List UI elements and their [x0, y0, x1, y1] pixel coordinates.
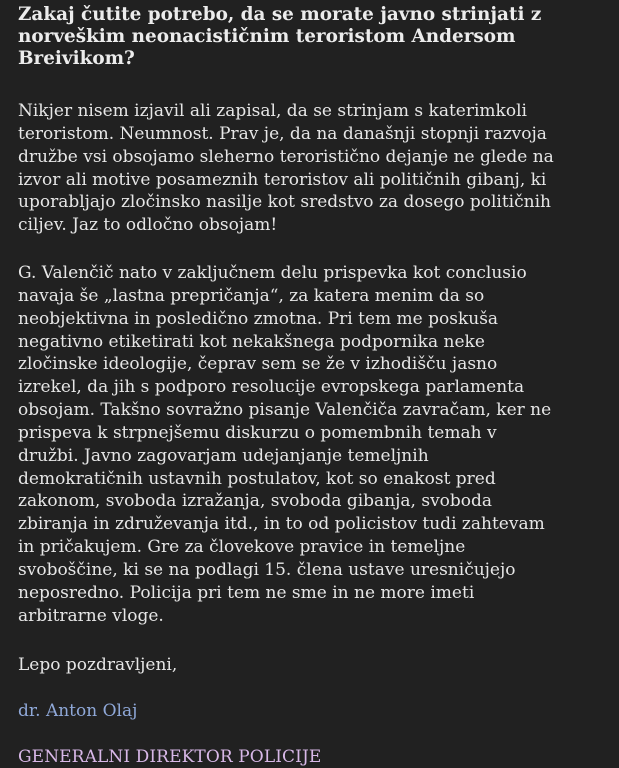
paragraph-line: negativno etiketirati kot nekakšnega podpornika neke	[18, 331, 485, 352]
paragraph-line: izvor ali motive posameznih teroristov ali političnih gibanj, ki	[18, 169, 547, 190]
closing-greeting: Lepo pozdravljeni,	[18, 655, 178, 675]
answer-paragraph-1	[18, 100, 554, 237]
heading-line: Breivikom?	[18, 48, 135, 69]
paragraph-line: arbitrarne vloge.	[18, 605, 164, 626]
paragraph-line: neposredno. Policija pri tem ne sme in ne more imeti	[18, 582, 475, 603]
paragraph-line: in pričakujem. Gre za človekove pravice in temeljne	[18, 537, 466, 558]
paragraph-line: svoboščine, ki se na podlagi 15. člena ustave uresničujejo	[18, 559, 516, 580]
signature-author: dr. Anton Olaj	[18, 701, 138, 721]
paragraph-line: ciljev. Jaz to odločno obsojam!	[18, 215, 278, 236]
paragraph-line: zakonom, svoboda izražanja, svoboda gibanja, svoboda	[18, 491, 493, 512]
document-body	[18, 4, 612, 767]
paragraph-line: navaja še „lastna prepričanja“, za katera menim da so	[18, 285, 485, 306]
paragraph-line: družbe vsi obsojamo sleherno teroristično dejanje ne glede na	[18, 146, 554, 167]
question-heading	[18, 4, 612, 70]
paragraph-line: zločinske ideologije, čeprav sem se že v izhodišču jasno	[18, 354, 498, 375]
paragraph-line: teroristom. Neumnost. Prav je, da na današnji stopnji razvoja	[18, 123, 547, 144]
paragraph-line: prispeva k strpnejšemu diskurzu o pomembnih temah v	[18, 422, 497, 443]
paragraph-line: neobjektivna in posledično zmotna. Pri tem me poskuša	[18, 308, 499, 329]
heading-line: norveškim neonacističnim teroristom Andersom	[18, 26, 516, 47]
paragraph-line: družbi. Javno zagovarjam udejanjanje temeljnih	[18, 445, 429, 466]
signature-title: GENERALNI DIREKTOR POLICIJE	[18, 747, 322, 767]
heading-line: Zakaj čutite potrebo, da se morate javno strinjati z	[18, 4, 542, 25]
paragraph-line: demokratičnih ustavnih postulatov, kot so enakost pred	[18, 468, 496, 489]
paragraph-line: Nikjer nisem izjavil ali zapisal, da se strinjam s katerimkoli	[18, 101, 527, 121]
paragraph-line: izrekel, da jih s podporo resolucije evropskega parlamenta	[18, 377, 525, 398]
paragraph-line: G. Valenčič nato v zaključnem delu prispevka kot conclusio	[18, 263, 527, 283]
answer-paragraph-2	[18, 262, 551, 628]
paragraph-line: uporabljajo zločinsko nasilje kot sredstvo za dosego političnih	[18, 192, 551, 213]
paragraph-line: obsojam. Takšno sovražno pisanje Valenčiča zavračam, ker ne	[18, 400, 552, 421]
paragraph-line: zbiranja in združevanja itd., in to od policistov tudi zahtevam	[18, 514, 545, 535]
